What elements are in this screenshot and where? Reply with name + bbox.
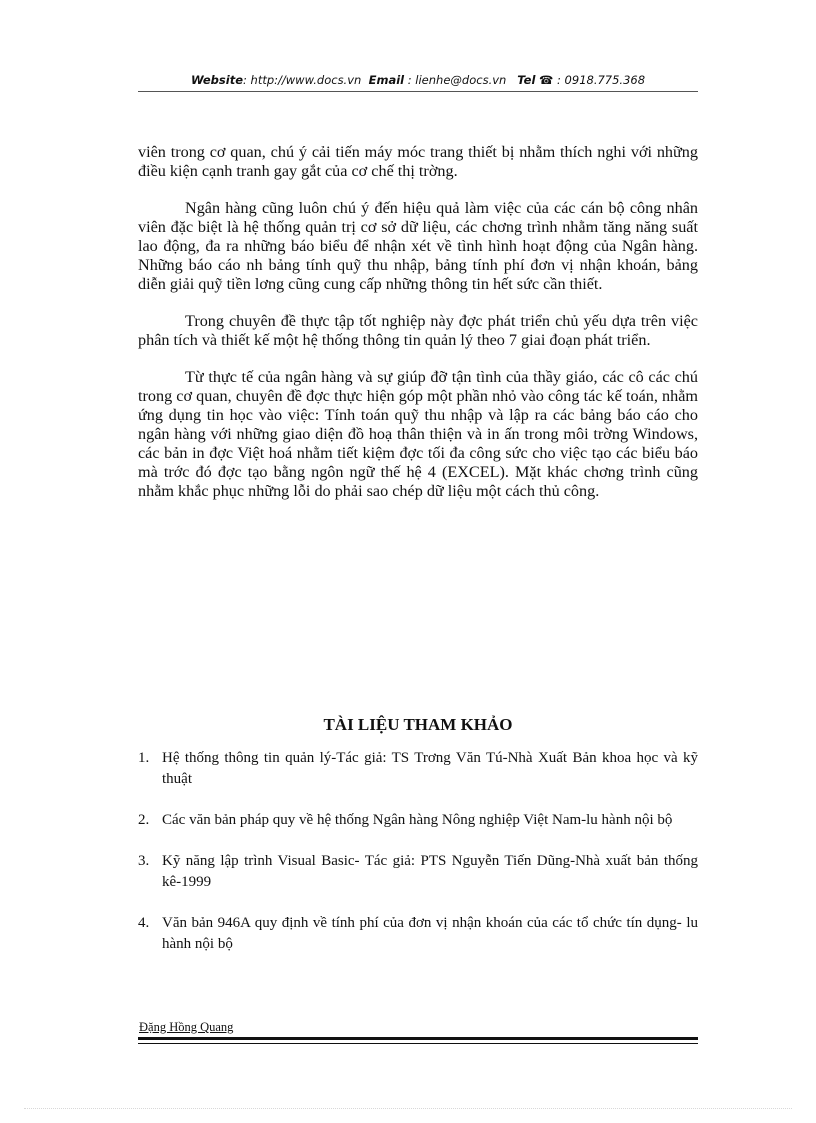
tel-value: ☎ : 0918.775.368 bbox=[535, 73, 646, 87]
reference-number: 1. bbox=[138, 750, 150, 766]
page-header bbox=[138, 70, 698, 90]
reference-text: Các văn bản pháp quy về hệ thống Ngân hàng Nông nghiệp Việt Nam-lu hành nội bộ bbox=[162, 812, 673, 828]
header-divider bbox=[138, 91, 698, 92]
website-label: Website bbox=[190, 73, 244, 87]
footer-divider bbox=[138, 1037, 698, 1044]
reference-number: 3. bbox=[138, 853, 150, 869]
reference-item bbox=[138, 851, 698, 893]
reference-item bbox=[138, 748, 698, 790]
tel-label: Tel bbox=[517, 73, 536, 87]
reference-number: 4. bbox=[138, 915, 150, 931]
body-text bbox=[138, 143, 698, 519]
references-title: TÀI LIỆU THAM KHẢO bbox=[323, 715, 513, 734]
paragraph: Ngân hàng cũng luôn chú ý đến hiệu quả làm việc của các cán bộ công nhân viên đặc biệt là hệ thống quản trị cơ sở dữ liệu, các chơng trình nhằm tăng năng suất lao động, đa ra những báo biểu để nhận xét về tình hình hoạt động của Ngân hàng. Những báo cáo nh bảng tính quỹ thu nhập, bảng tính phí đơn vị nhận khoán, bảng diễn giải quỹ tiền lơng cũng cung cấp những thông tin hết sức cần thiết. bbox=[138, 199, 698, 293]
website-value: : http://www.docs.vn bbox=[243, 73, 362, 87]
email-value: : lienhe@docs.vn bbox=[404, 73, 507, 87]
email-label: Email bbox=[368, 73, 405, 87]
reference-number: 2. bbox=[138, 812, 150, 828]
reference-text: Hệ thống thông tin quản lý-Tác giả: TS Trơng Văn Tú-Nhà Xuất Bản khoa học và kỹ thuật bbox=[162, 750, 698, 787]
references-list bbox=[138, 748, 698, 975]
reference-text: Kỹ năng lập trình Visual Basic- Tác giả: PTS Nguyễn Tiến Dũng-Nhà xuất bản thống kê-1999 bbox=[162, 853, 698, 890]
paragraph: viên trong cơ quan, chú ý cải tiến máy móc trang thiết bị nhằm thích nghi với những điều kiện cạnh tranh gay gắt của cơ chế thị trờng. bbox=[138, 143, 698, 180]
reference-item bbox=[138, 810, 698, 831]
footer-author: Đặng Hồng Quang bbox=[139, 1020, 234, 1034]
page-bottom-border bbox=[24, 1108, 792, 1109]
reference-text: Văn bản 946A quy định về tính phí của đơn vị nhận khoán của các tổ chức tín dụng- lu hành nội bộ bbox=[162, 915, 698, 952]
paragraph: Trong chuyên đề thực tập tốt nghiệp này đợc phát triển chủ yếu dựa trên việc phân tích và thiết kế một hệ thống thông tin quản lý theo 7 giai đoạn phát triển. bbox=[138, 312, 698, 349]
reference-item bbox=[138, 913, 698, 955]
paragraph: Từ thực tế của ngân hàng và sự giúp đỡ tận tình của thầy giáo, các cô các chú trong cơ quan, chuyên đề đợc thực hiện góp một phần nhỏ vào công tác kế toán, nhằm ứng dụng tin học vào việc: Tính toán quỹ thu nhập và lập ra các bảng báo cáo cho ngân hàng với những giao diện đồ hoạ thân thiện và in ấn trong môi trờng Windows, các bản in đợc Việt hoá nhằm tiết kiệm đợc tối đa công sức cho việc tạo các biểu báo mà trớc đó đợc tạo bằng ngôn ngữ thế hệ 4 (EXCEL). Mặt khác chơng trình cũng nhằm khắc phục những lỗi do phải sao chép dữ liệu một cách thủ công. bbox=[138, 368, 698, 500]
